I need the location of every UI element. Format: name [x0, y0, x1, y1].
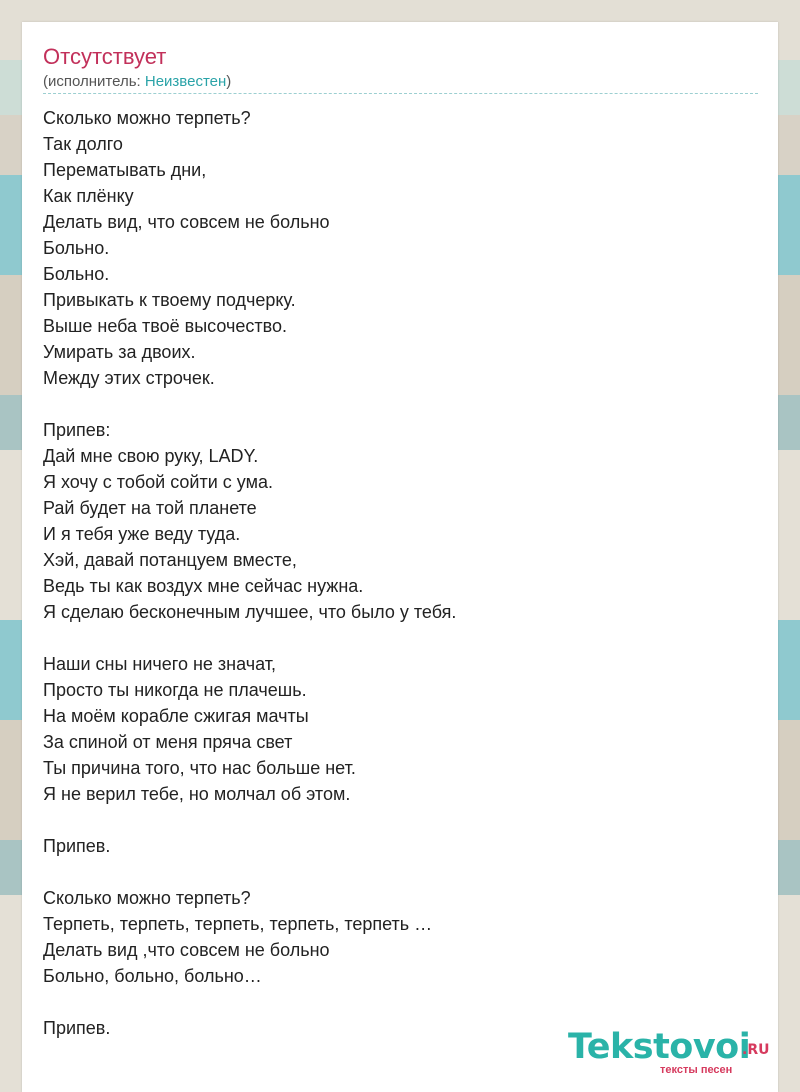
blank-line: [43, 391, 758, 417]
lyric-line: На моём корабле сжигая мачты: [43, 706, 309, 726]
logo-tagline: тексты песен: [660, 1064, 733, 1076]
lyric-line: Припев:: [43, 420, 111, 440]
lyric-line: Умирать за двоих.: [43, 342, 196, 362]
blank-line: [43, 989, 758, 1015]
logo-wordmark: Tekstovoi: [568, 1027, 751, 1067]
lyric-line: Хэй, давай потанцуем вместе,: [43, 550, 297, 570]
lyric-line: Как плёнку: [43, 186, 134, 206]
lyric-line: Между этих строчек.: [43, 368, 215, 388]
lyric-line: Наши сны ничего не значат,: [43, 654, 276, 674]
logo-tld: .RU: [742, 1042, 770, 1058]
lyric-line: Дай мне свою руку, LADY.: [43, 446, 259, 466]
lyric-line: Припев.: [43, 836, 111, 856]
performer-prefix: (исполнитель:: [43, 73, 145, 90]
performer-suffix: ): [226, 73, 232, 90]
song-title: Отсутствует: [43, 44, 167, 69]
tekstovoi-logo[interactable]: [568, 1026, 778, 1074]
lyric-line: Ты причина того, что нас больше нет.: [43, 758, 356, 778]
lyric-line: Больно.: [43, 238, 110, 258]
performer-line: [43, 73, 231, 91]
lyric-line: Я хочу с тобой сойти с ума.: [43, 472, 273, 492]
lyric-line: Я не верил тебе, но молчал об этом.: [43, 784, 351, 804]
lyric-line: Перематывать дни,: [43, 160, 207, 180]
lyric-line: Делать вид ,что совсем не больно: [43, 940, 330, 960]
lyrics-text: [43, 105, 758, 1041]
lyric-line: Припев.: [43, 1018, 111, 1038]
lyric-line: Сколько можно терпеть?: [43, 888, 251, 908]
blank-line: [43, 807, 758, 833]
blank-line: [43, 859, 758, 885]
lyrics-card: [22, 22, 778, 1092]
lyric-line: Больно.: [43, 264, 110, 284]
lyric-line: Просто ты никогда не плачешь.: [43, 680, 307, 700]
lyric-line: Рай будет на той планете: [43, 498, 257, 518]
lyric-line: Делать вид, что совсем не больно: [43, 212, 330, 232]
lyric-line: Терпеть, терпеть, терпеть, терпеть, терпеть …: [43, 914, 433, 934]
lyric-line: И я тебя уже веду туда.: [43, 524, 241, 544]
lyric-line: За спиной от меня пряча свет: [43, 732, 293, 752]
lyric-line: Сколько можно терпеть?: [43, 108, 251, 128]
dashed-divider: [43, 93, 758, 94]
lyric-line: Больно, больно, больно…: [43, 966, 262, 986]
blank-line: [43, 625, 758, 651]
lyric-line: Ведь ты как воздух мне сейчас нужна.: [43, 576, 364, 596]
lyric-line: Я сделаю бесконечным лучшее, что было у тебя.: [43, 602, 457, 622]
lyric-line: Так долго: [43, 134, 123, 154]
lyric-line: Выше неба твоё высочество.: [43, 316, 288, 336]
lyric-line: Привыкать к твоему подчерку.: [43, 290, 296, 310]
artist-link[interactable]: Неизвестен: [144, 73, 227, 90]
